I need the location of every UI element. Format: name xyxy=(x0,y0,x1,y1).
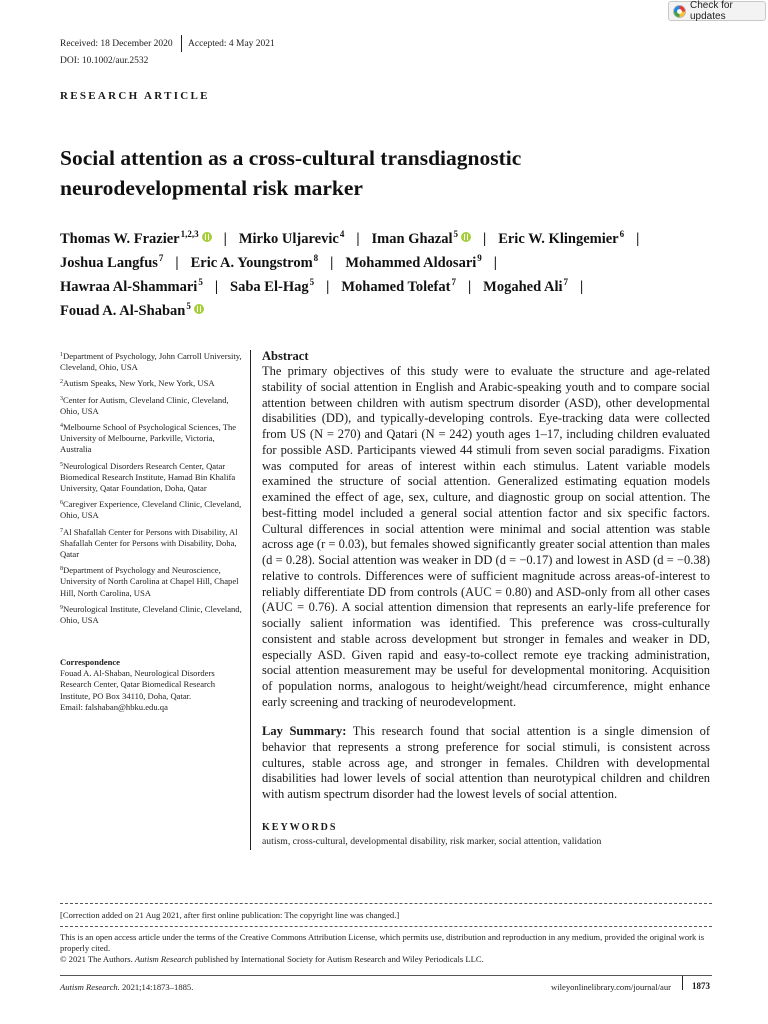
affiliation-text: Al Shafallah Center for Persons with Disability, Al Shafallah Center for Persons with Disability, Doha, Qatar xyxy=(60,526,238,560)
column-divider xyxy=(250,350,251,850)
author-affiliation-sup: 6 xyxy=(619,229,625,239)
author-line-3: Hawraa Al-Shammari$^5$ | Saba El-Hag$^5$ | Mohamed Tolefat$^7$ | Mogahed Ali$^7$ | xyxy=(60,277,584,295)
affiliation-text: Center for Autism, Cleveland Clinic, Cleveland, Ohio, USA xyxy=(60,394,229,416)
affiliation-number: 3 xyxy=(60,395,63,402)
correspondence-heading: Correspondence xyxy=(60,657,120,667)
author-affiliation-sup: 7 xyxy=(158,253,164,263)
author-name: Joshua Langfus xyxy=(60,255,158,271)
affiliation-item xyxy=(60,498,245,521)
author-name: Thomas W. Frazier xyxy=(60,231,180,247)
author-affiliation-sup: 5 xyxy=(186,301,191,311)
doi[interactable]: DOI: 10.1002/aur.2532 xyxy=(60,56,149,66)
author-affiliation-sup: 1,2,3 xyxy=(180,229,199,239)
affiliation-number: 1 xyxy=(60,352,63,358)
affiliation-text: Department of Psychology, John Carroll University, Cleveland, Ohio, USA xyxy=(60,351,242,373)
orcid-icon[interactable] xyxy=(202,232,212,242)
journal-reference xyxy=(60,982,193,992)
affiliation-text: Caregiver Experience, Cleveland Clinic, Cleveland, Ohio, USA xyxy=(60,499,242,521)
lay-summary-section xyxy=(262,724,710,803)
author-name: Eric W. Klingemier xyxy=(498,231,619,247)
affiliation-number: 6 xyxy=(60,500,63,507)
license-text: This is an open access article under the terms of the Creative Commons Attribution License, which permits use, distribution and reproduction in any medium, provided the original work is properly cited. xyxy=(60,932,705,953)
header-divider xyxy=(181,35,182,52)
affiliation-item xyxy=(60,394,245,417)
author-name: Hawraa Al-Shammari xyxy=(60,279,198,295)
affiliation-number: 4 xyxy=(60,423,63,430)
affiliation-number: 9 xyxy=(60,604,63,611)
affiliation-item xyxy=(60,350,245,373)
affiliation-text: Melbourne School of Psychological Sciences, The University of Melbourne, Parkville, Victoria, Australia xyxy=(60,422,237,455)
affiliations-list xyxy=(60,350,245,630)
author-name: Fouad A. Al-Shaban xyxy=(60,303,186,319)
author-line-4 xyxy=(60,301,204,320)
author-name: Eric A. Youngstrom xyxy=(190,255,313,271)
author-name: Saba El-Hag xyxy=(230,279,309,295)
abstract-heading: Abstract xyxy=(262,349,309,363)
abstract-text: The primary objectives of this study were to evaluate the structure and age-related stability of social attention in English and Arabic-speaking youth and to compare social attention between children with autism spectrum disorder (ASD), other developmental disabilities (DD), and typically-developing controls. Eye-tracking data were collected from US (N = 270) and Qatari (N = 242) youth ages 1–17, including children evaluated for possible ASD. Participants viewed 44 stimuli from seven social paradigms. Fixation was computed for areas of interest within each stimulus. Latent variable models examined the structure of social attention. Generalized estimating equation models examined the effect of age, sex, culture, and diagnostic group on social attention. The best-fitting model included a general social attention factor and six specific factors. Cultural differences in social attention were minimal and social attention was stable across age (r = 0.03), but females showed significantly greater social attention than males (d = 0.28). Social attention was weaker in DD (d = −0.17) and lowest in ASD (d = −0.38) relative to controls. Differences were of sufficient magnitude across areas-of-interest to reliably differentiate DD from controls (AUC = 0.80) and ASD-only from all other cases (AUC = 0.76). A social attention dimension that represents an early-life preference for socially salient information was identified. This preference was cross-culturally consistent and stable across development but stronger in females and weaker in DD, especially ASD. Given rapid and easy-to-collect remote eye tracking administration, social attention measurement may be useful for developmental monitoring. Acquisition of population norms, analogous to height/weight/head circumference, might enhance early screening and tracking of neurodevelopment. xyxy=(262,364,710,709)
copyright-prefix: © 2021 The Authors. xyxy=(60,954,135,964)
orcid-icon[interactable] xyxy=(194,304,204,314)
page-number-divider xyxy=(682,976,683,990)
author-affiliation-sup: 9 xyxy=(477,253,482,263)
lay-summary-text: This research found that social attention is a single dimension of behavior that represents a strong preference for social stimuli, is consistent across cultures, stable across age, and stronger in females. Children with developmental disabilities had lower levels of social attention than neurotypical children and children with autism spectrum disorder had the lowest levels of social attention. xyxy=(262,724,710,802)
lay-summary-heading: Lay Summary: xyxy=(262,724,347,738)
affiliation-item xyxy=(60,421,245,456)
affiliation-item xyxy=(60,377,245,389)
check-for-updates-button[interactable] xyxy=(668,1,766,21)
author-affiliation-sup: 5 xyxy=(309,277,315,287)
affiliation-text: Neurological Institute, Cleveland Clinic, Cleveland, Ohio, USA xyxy=(60,603,242,626)
correspondence-text: Fouad A. Al-Shaban, Neurological Disorders Research Center, Qatar Biomedical Research Institute, PO Box 34110, Doha, Qatar. xyxy=(60,668,215,701)
correspondence-email[interactable]: Email: falshaban@hbku.edu.qa xyxy=(60,701,168,712)
received-date: Received: 18 December 2020 xyxy=(60,39,173,49)
keywords-heading: KEYWORDS xyxy=(262,822,338,833)
affiliation-number: 8 xyxy=(60,566,63,573)
article-type: RESEARCH ARTICLE xyxy=(60,90,210,102)
affiliation-item xyxy=(60,564,245,599)
author-name: Mohammed Aldosari xyxy=(345,255,477,271)
author-affiliation-sup: 5 xyxy=(198,277,203,287)
author-affiliation-sup: 7 xyxy=(563,277,569,287)
correspondence-block xyxy=(60,657,245,713)
journal-volume: 2021;14:1873–1885. xyxy=(119,982,194,992)
affiliation-number: 7 xyxy=(60,527,63,534)
author-name: Iman Ghazal xyxy=(371,231,453,247)
affiliation-item xyxy=(60,460,245,495)
affiliation-number: 5 xyxy=(60,461,63,468)
copyright-suffix: published by International Society for Autism Research and Wiley Periodicals LLC. xyxy=(192,954,484,964)
affiliation-number: 2 xyxy=(60,379,63,386)
author-line-2: Joshua Langfus$^7$ | Eric A. Youngstrom$^8$ | Mohammed Aldosari$^9$ | xyxy=(60,253,497,271)
author-line-1: Thomas W. Frazier$^{1,2,3}$ | Mirko Uljarevic$^4$ | Iman Ghazal$^5$ | Eric W. Klingemier$^6$ | xyxy=(60,229,640,247)
affiliation-text: Autism Speaks, New York, New York, USA xyxy=(63,378,215,389)
author-name: Mogahed Ali xyxy=(483,279,563,295)
correction-note: [Correction added on 21 Aug 2021, after first online publication: The copyright line was changed.] xyxy=(60,910,400,920)
accepted-date: Accepted: 4 May 2021 xyxy=(188,39,275,49)
article-title: Social attention as a cross-cultural transdiagnostic neurodevelopmental risk marker xyxy=(60,146,522,200)
author-name: Mirko Uljarevic xyxy=(238,231,339,247)
author-affiliation-sup: 8 xyxy=(313,253,319,263)
keywords-list: autism, cross-cultural, developmental disability, risk marker, social attention, validation xyxy=(262,836,602,847)
affiliation-text: Department of Psychology and Neuroscience, University of North Carolina at Chapel Hill, Chapel Hill, North Carolina, USA xyxy=(60,565,239,598)
author-name: Mohamed Tolefat xyxy=(341,279,451,295)
journal-name: Autism Research. xyxy=(60,982,120,992)
journal-website[interactable]: wileyonlinelibrary.com/journal/aur xyxy=(551,982,671,992)
author-affiliation-sup: 5 xyxy=(453,229,458,239)
orcid-icon[interactable] xyxy=(461,232,471,242)
author-affiliation-sup: 7 xyxy=(451,277,456,287)
footer-solid-divider xyxy=(60,975,712,976)
footer-dashed-divider xyxy=(60,926,712,927)
affiliation-item xyxy=(60,603,245,626)
page-number: 1873 xyxy=(692,981,710,991)
affiliation-text: Neurological Disorders Research Center, Qatar Biomedical Research Institute, Hamad Bin Khalifa University, Qatar Foundation, Doha, Qatar xyxy=(60,460,236,494)
copyright-journal: Autism Research xyxy=(134,954,193,964)
author-affiliation-sup: 4 xyxy=(339,229,345,239)
copyright-text xyxy=(60,954,712,965)
affiliation-item xyxy=(60,526,245,561)
abstract-section xyxy=(262,348,710,711)
crossmark-icon xyxy=(673,5,686,18)
footer-dashed-divider xyxy=(60,903,712,904)
check-for-updates-label: Check for updates xyxy=(690,0,733,22)
